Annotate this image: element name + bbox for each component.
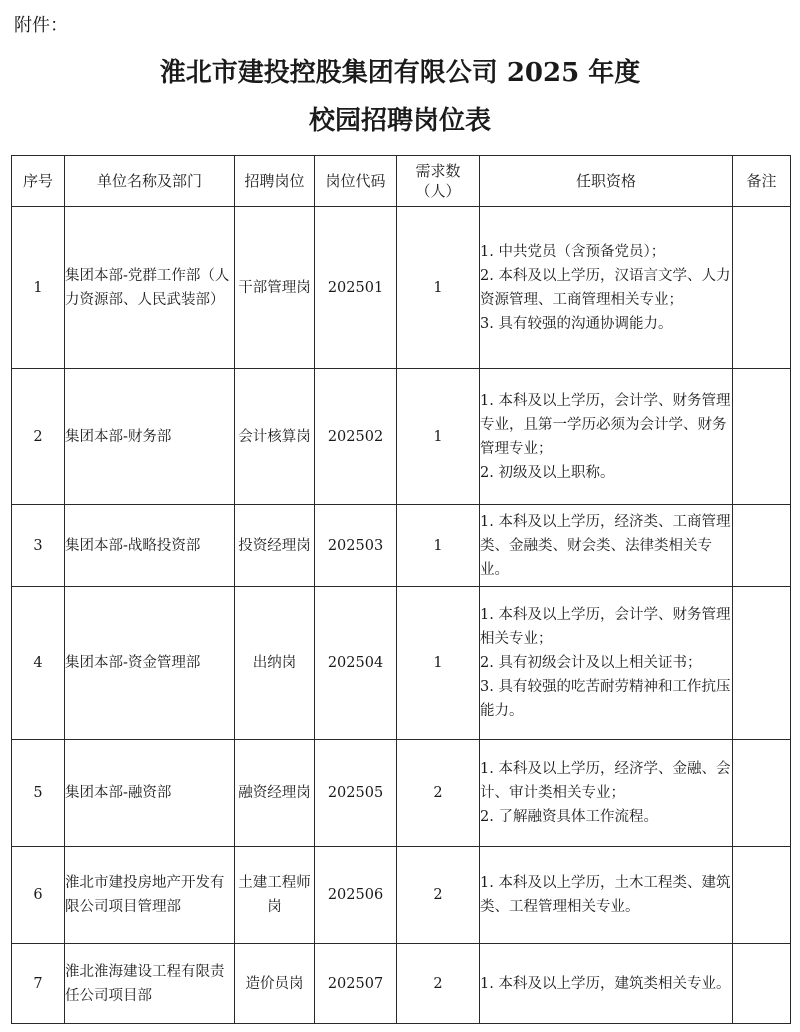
cell-post: 土建工程师岗: [235, 847, 315, 944]
cell-unit: 淮北淮海建设工程有限责任公司项目部: [65, 944, 235, 1024]
cell-remarks: [733, 207, 791, 369]
requirement-item: 1. 本科及以上学历，会计学、财务管理专业，且第一学历必须为会计学、财务管理专业；: [480, 392, 731, 457]
annex-label: 附件：: [14, 15, 68, 36]
cell-remarks: [733, 587, 791, 740]
table-header-row: [12, 156, 791, 207]
requirement-item: 1. 本科及以上学历，会计学、财务管理相关专业；: [480, 607, 731, 647]
cell-code: 202504: [315, 587, 397, 740]
requirement-item: 2. 具有初级会计及以上相关证书；: [480, 655, 702, 671]
cell-unit: 集团本部-资金管理部: [65, 587, 235, 740]
cell-requirements: [480, 369, 733, 505]
header-no: 序号: [12, 156, 65, 207]
cell-remarks: [733, 740, 791, 847]
cell-no: 5: [12, 740, 65, 847]
cell-no: 7: [12, 944, 65, 1024]
header-unit: 单位名称及部门: [65, 156, 235, 207]
cell-remarks: [733, 847, 791, 944]
cell-count: 2: [397, 944, 480, 1024]
cell-remarks: [733, 505, 791, 587]
cell-requirements: [480, 505, 733, 587]
header-remarks: 备注: [733, 156, 791, 207]
cell-code: 202503: [315, 505, 397, 587]
requirement-item: 1. 本科及以上学历，经济学、金融、会计、审计类相关专业；: [480, 761, 731, 801]
requirement-item: 2. 了解融资具体工作流程。: [480, 809, 658, 825]
requirement-item: 2. 本科及以上学历，汉语言文学、人力资源管理、工商管理相关专业；: [480, 267, 731, 308]
cell-remarks: [733, 369, 791, 505]
requirement-item: 1. 本科及以上学历，土木工程类、建筑类、工程管理相关专业。: [480, 875, 731, 915]
cell-no: 1: [12, 207, 65, 369]
cell-code: 202502: [315, 369, 397, 505]
cell-count: 1: [397, 587, 480, 740]
cell-no: 6: [12, 847, 65, 944]
cell-count: 2: [397, 847, 480, 944]
cell-code: 202501: [315, 207, 397, 369]
cell-post: 造价员岗: [235, 944, 315, 1024]
cell-post: 融资经理岗: [235, 740, 315, 847]
header-code: 岗位代码: [315, 156, 397, 207]
cell-code: 202507: [315, 944, 397, 1024]
table-row: [12, 847, 791, 944]
document-title: 淮北市建投控股集团有限公司 2025 年度: [159, 58, 641, 88]
cell-count: 1: [397, 369, 480, 505]
requirement-item: 3. 具有较强的沟通协调能力。: [480, 315, 673, 332]
header-post: 招聘岗位: [235, 156, 315, 207]
cell-remarks: [733, 944, 791, 1024]
table-row: [12, 740, 791, 847]
cell-unit: 淮北市建投房地产开发有限公司项目管理部: [65, 847, 235, 944]
cell-no: 2: [12, 369, 65, 505]
cell-post: 会计核算岗: [235, 369, 315, 505]
table-row: [12, 369, 791, 505]
table-row: [12, 944, 791, 1024]
requirement-item: 1. 本科及以上学历，建筑类相关专业。: [480, 975, 731, 992]
cell-unit: 集团本部-财务部: [65, 369, 235, 505]
cell-count: 2: [397, 740, 480, 847]
requirement-item: 1. 中共党员（含预备党员）；: [480, 243, 666, 260]
table-row: [12, 505, 791, 587]
cell-post: 出纳岗: [235, 587, 315, 740]
cell-requirements: [480, 944, 733, 1024]
cell-post: 干部管理岗: [235, 207, 315, 369]
cell-count: 1: [397, 207, 480, 369]
cell-requirements: [480, 207, 733, 369]
cell-count: 1: [397, 505, 480, 587]
table-row: [12, 207, 791, 369]
table-row: [12, 587, 791, 740]
requirement-item: 2. 初级及以上职称。: [480, 464, 615, 481]
requirement-item: 1. 本科及以上学历，经济类、工商管理类、金融类、财会类、法律类相关专业。: [480, 513, 731, 578]
cell-code: 202505: [315, 740, 397, 847]
cell-unit: 集团本部-战略投资部: [65, 505, 235, 587]
requirement-item: 3. 具有较强的吃苦耐劳精神和工作抗压能力。: [480, 679, 731, 719]
header-count: 需求数（人）: [397, 156, 480, 207]
header-requirements: 任职资格: [480, 156, 733, 207]
cell-code: 202506: [315, 847, 397, 944]
recruitment-table: [11, 155, 791, 1024]
cell-no: 3: [12, 505, 65, 587]
document-subtitle: 校园招聘岗位表: [308, 106, 491, 136]
cell-no: 4: [12, 587, 65, 740]
cell-post: 投资经理岗: [235, 505, 315, 587]
cell-unit: 集团本部-融资部: [65, 740, 235, 847]
cell-requirements: [480, 847, 733, 944]
cell-requirements: [480, 587, 733, 740]
cell-unit: 集团本部-党群工作部（人力资源部、人民武装部）: [65, 207, 235, 369]
cell-requirements: [480, 740, 733, 847]
